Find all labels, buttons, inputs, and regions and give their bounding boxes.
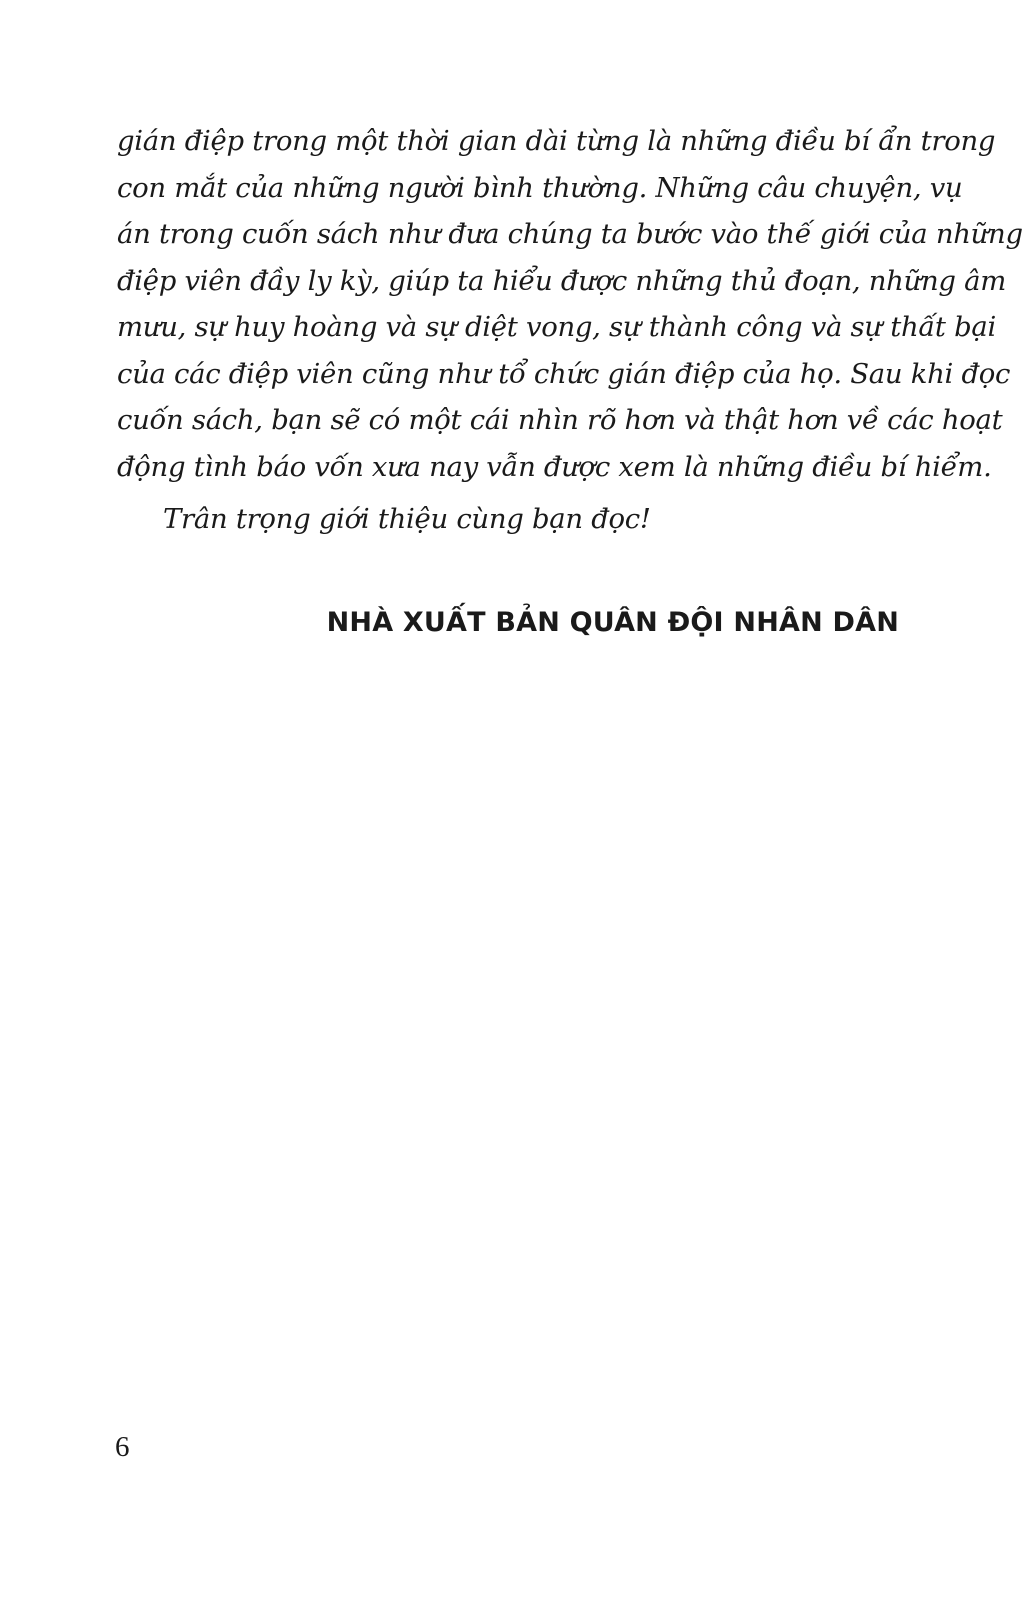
paragraph-line: gián điệp trong một thời gian dài từng là những điều bí ẩn trong (117, 125, 996, 157)
closing-line: Trân trọng giới thiệu cùng bạn đọc! (163, 503, 651, 535)
paragraph-line: động tình báo vốn xưa nay vẫn được xem là những điều bí hiểm. (117, 450, 992, 483)
paragraph-line: con mắt của những người bình thường. Những câu chuyện, vụ (117, 171, 963, 204)
paragraph-line: mưu, sự huy hoàng và sự diệt vong, sự thành công và sự thất bại (117, 311, 996, 343)
paragraph-line: cuốn sách, bạn sẽ có một cái nhìn rõ hơn và thật hơn về các hoạt (117, 404, 1003, 436)
paragraph-line: án trong cuốn sách như đưa chúng ta bước vào thế giới của những (117, 218, 1023, 250)
paragraph-line: điệp viên đầy ly kỳ, giúp ta hiểu được những thủ đoạn, những âm (117, 264, 1007, 297)
page-number: 6 (115, 1431, 130, 1463)
publisher-signature: NHÀ XUẤT BẢN QUÂN ĐỘI NHÂN DÂN (326, 607, 899, 638)
paragraph-line: của các điệp viên cũng như tổ chức gián điệp của họ. Sau khi đọc (117, 357, 1011, 390)
body-paragraph (117, 118, 1023, 490)
